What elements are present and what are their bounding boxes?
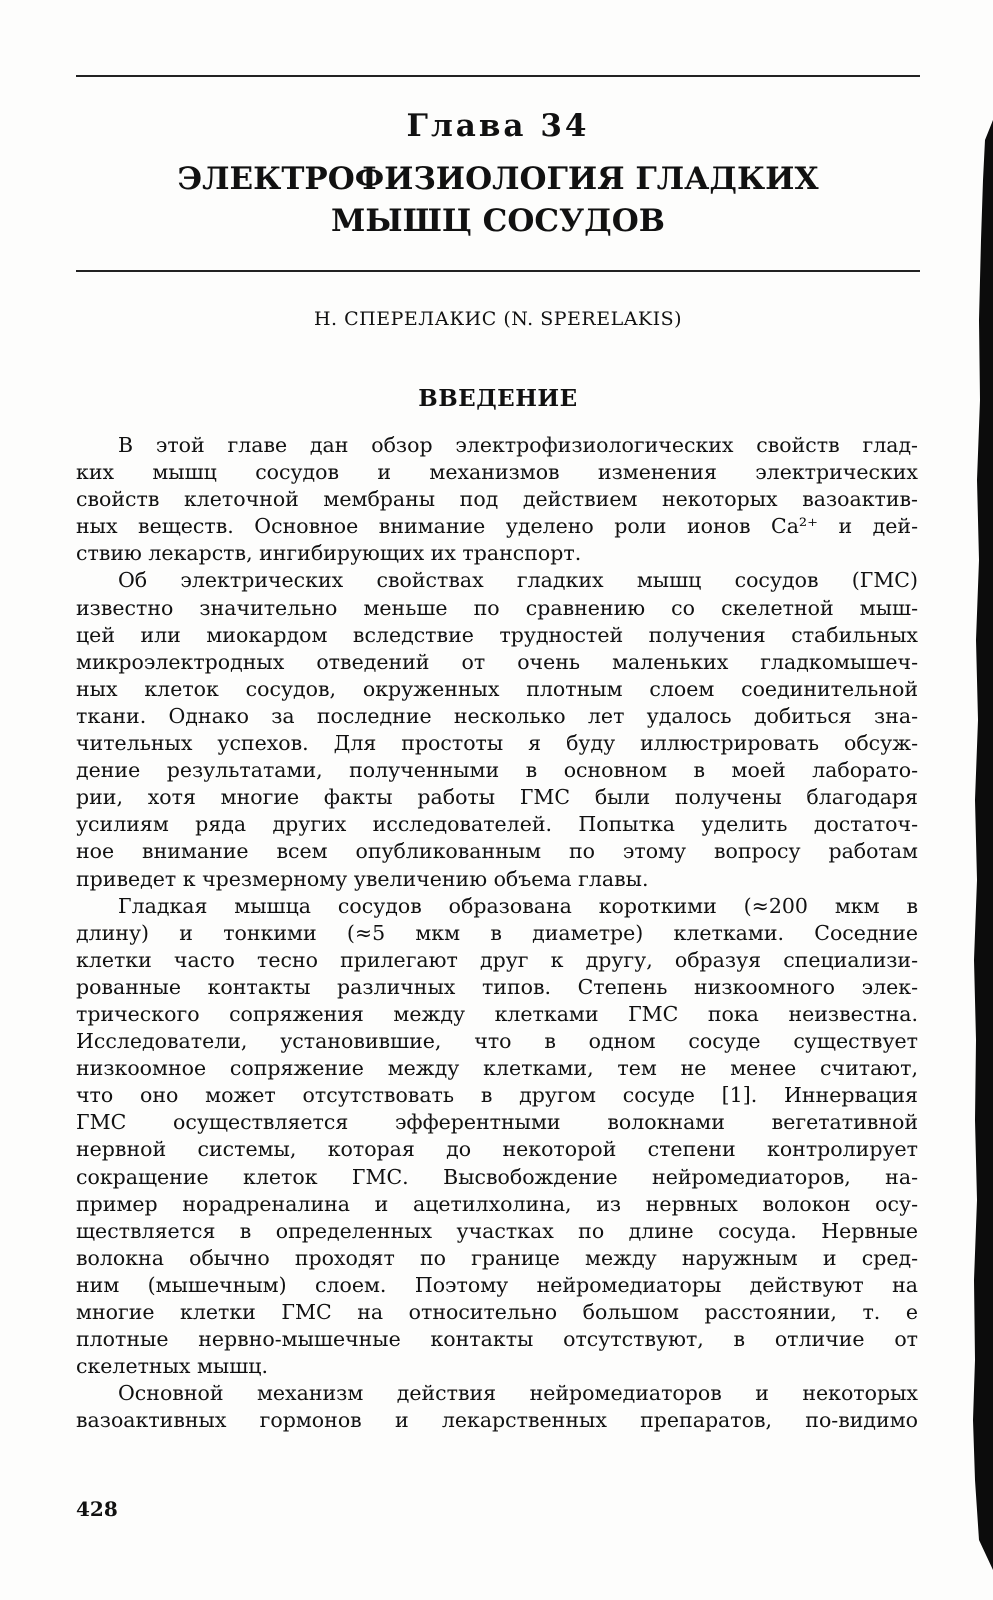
text-line: усилиям ряда других исследователей. Попытка уделить достаточ- bbox=[76, 812, 918, 837]
text-line: дение результатами, полученными в основном в моей лаборато- bbox=[76, 758, 918, 783]
text-line: известно значительно меньше по сравнению со скелетной мыш- bbox=[76, 595, 918, 620]
text-line: ствию лекарств, ингибирующих их транспорт. bbox=[76, 541, 582, 566]
section-heading: ВВЕДЕНИЕ bbox=[418, 385, 578, 412]
author-name: Н. СПЕРЕЛАКИС (N. SPERELAKIS) bbox=[313, 308, 683, 330]
text-line: что оно может отсутствовать в другом сосуде [1]. Иннервация bbox=[76, 1083, 918, 1108]
text-line: ществляется в определенных участках по длине сосуда. Нервные bbox=[76, 1218, 918, 1243]
text-line: свойств клеточной мембраны под действием некоторых вазоактив- bbox=[76, 487, 918, 512]
text-line: низкоомное сопряжение между клетками, тем не менее считают, bbox=[76, 1056, 918, 1081]
text-line: длину) и тонкими (≈5 мкм в диаметре) клетками. Соседние bbox=[76, 920, 918, 945]
text-line: Исследователи, установившие, что в одном сосуде существует bbox=[76, 1029, 918, 1054]
text-line: рии, хотя многие факты работы ГМС были получены благодаря bbox=[76, 785, 918, 810]
text-line: цей или миокардом вследствие трудностей получения стабильных bbox=[76, 622, 918, 647]
text-line: плотные нервно-мышечные контакты отсутствуют, в отличие от bbox=[76, 1327, 918, 1352]
body-text bbox=[76, 432, 918, 1434]
text-line: нервной системы, которая до некоторой степени контролирует bbox=[76, 1137, 918, 1162]
text-line: рованные контакты различных типов. Степень низкоомного элек- bbox=[76, 974, 918, 999]
text-line: трического сопряжения между клетками ГМС пока неизвестна. bbox=[76, 1001, 918, 1026]
text-line: вазоактивных гормонов и лекарственных препаратов, по-видимо bbox=[76, 1408, 918, 1433]
chapter-title-line: МЫШЦ СОСУДОВ bbox=[331, 203, 665, 239]
chapter-title-line: ЭЛЕКТРОФИЗИОЛОГИЯ ГЛАДКИХ bbox=[177, 161, 819, 197]
text-line: Основной механизм действия нейромедиаторов и некоторых bbox=[118, 1381, 918, 1406]
text-line: многие клетки ГМС на относительно большом расстоянии, т. е bbox=[76, 1300, 918, 1324]
page-number: 428 bbox=[76, 1497, 118, 1521]
text-line: приведет к чрезмерному увеличению объема главы. bbox=[76, 866, 649, 891]
text-line: ткани. Однако за последние несколько лет удалось добиться зна- bbox=[76, 703, 918, 728]
chapter-label: Глава 34 bbox=[406, 108, 590, 144]
text-line: чительных успехов. Для простоты я буду иллюстрировать обсуж- bbox=[76, 731, 918, 756]
text-line: Об электрических свойствах гладких мышц сосудов (ГМС) bbox=[118, 568, 918, 593]
text-line: ним (мышечным) слоем. Поэтому нейромедиаторы действуют на bbox=[76, 1272, 918, 1297]
text-line: скелетных мышц. bbox=[76, 1354, 268, 1379]
text-line: волокна обычно проходят по границе между наружным и сред- bbox=[76, 1245, 918, 1270]
text-line: клетки часто тесно прилегают друг к другу, образуя специализи- bbox=[76, 947, 918, 972]
text-line: Гладкая мышца сосудов образована короткими (≈200 мкм в bbox=[118, 893, 918, 918]
scan-binding-shadow bbox=[971, 120, 993, 1570]
top-rule bbox=[76, 75, 920, 77]
text-line: В этой главе дан обзор электрофизиологических свойств глад- bbox=[118, 433, 918, 457]
text-line: ное внимание всем опубликованным по этому вопросу работам bbox=[76, 839, 918, 864]
chapter-title bbox=[76, 158, 920, 242]
text-line: ких мышц сосудов и механизмов изменения электрических bbox=[76, 460, 918, 485]
text-line: микроэлектродных отведений от очень маленьких гладкомышеч- bbox=[76, 649, 918, 674]
text-line: ГМС осуществляется эфферентными волокнами вегетативной bbox=[76, 1110, 918, 1135]
binding-shadow-graphic bbox=[971, 120, 993, 1570]
text-line: ных веществ. Основное внимание уделено роли ионов Ca²⁺ и дей- bbox=[76, 514, 918, 539]
text-line: ных клеток сосудов, окруженных плотным слоем соединительной bbox=[76, 676, 918, 701]
bottom-rule bbox=[76, 270, 920, 272]
text-line: сокращение клеток ГМС. Высвобождение нейромедиаторов, на- bbox=[76, 1164, 918, 1189]
text-line: пример норадреналина и ацетилхолина, из нервных волокон осу- bbox=[76, 1191, 918, 1216]
